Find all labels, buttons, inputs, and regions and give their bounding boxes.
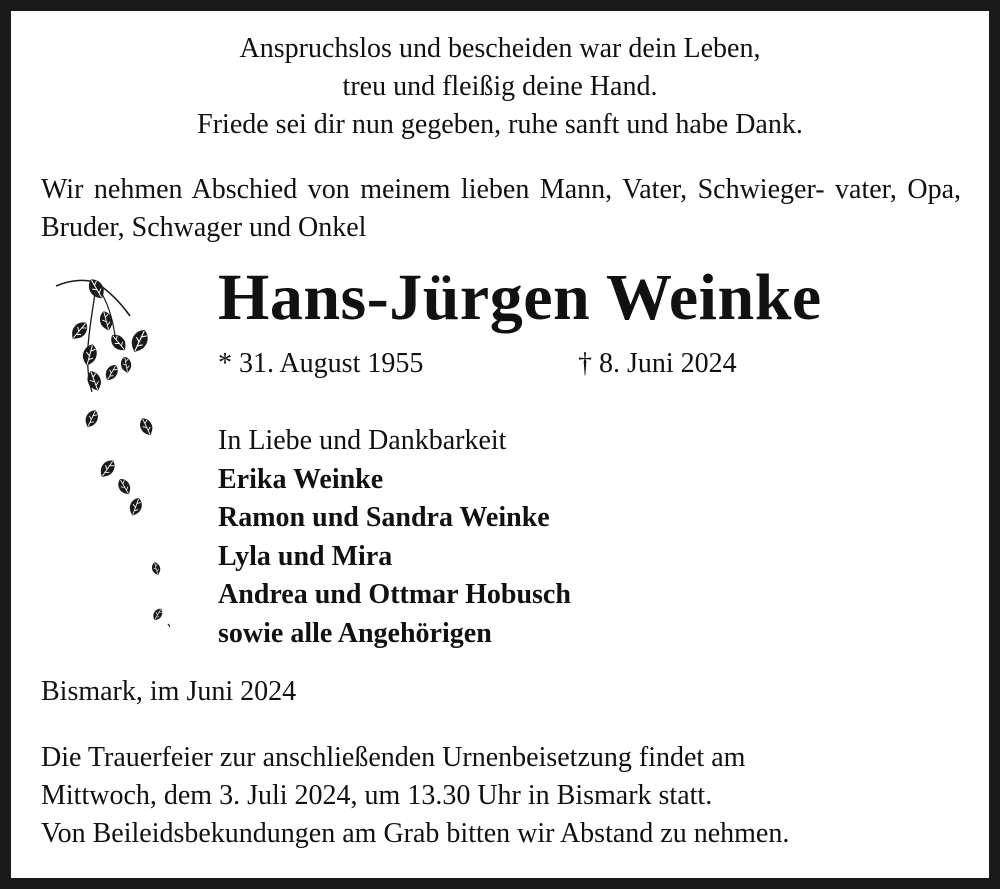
funeral-notice [41, 739, 789, 853]
notice-line: Von Beileidsbekundungen am Grab bitten wir Abstand zu nehmen. [41, 818, 790, 849]
notice-line: Mittwoch, dem 3. Juli 2024, um 13.30 Uhr in Bismark statt. [41, 780, 713, 811]
notice-line: Die Trauerfeier zur anschließenden Urnenbeisetzung findet am [41, 742, 746, 773]
mourner-name: Andrea und Ottmar Hobusch [218, 579, 571, 610]
place-and-date: Bismark, im Juni 2024 [41, 676, 297, 707]
death-date: † 8. Juni 2024 [578, 348, 737, 379]
mourners-list [218, 422, 571, 653]
poem-line: Friede sei dir nun gegeben, ruhe sanft und habe Dank. [197, 109, 803, 140]
life-dates [218, 345, 737, 383]
poem [11, 30, 989, 144]
farewell-intro: Wir nehmen Abschied von meinem lieben Mann, Vater, Schwieger- vater, Opa, Bruder, Schwager und Onkel [41, 174, 961, 243]
birth-date: * 31. August 1955 [218, 348, 424, 379]
mourner-name: sowie alle Angehörigen [218, 617, 492, 649]
poem-line: Anspruchslos und bescheiden war dein Leben, [239, 33, 761, 64]
mourners-heading: In Liebe und Dankbarkeit [218, 425, 507, 456]
deceased-name: Hans-Jürgen Weinke [218, 261, 822, 334]
poem-line: treu und fleißig deine Hand. [342, 71, 658, 102]
mourner-name: Erika Weinke [218, 463, 384, 495]
mourner-name: Ramon und Sandra Weinke [218, 502, 550, 533]
falling-leaves-branch-icon [50, 272, 170, 642]
mourner-name: Lyla und Mira [218, 540, 393, 572]
